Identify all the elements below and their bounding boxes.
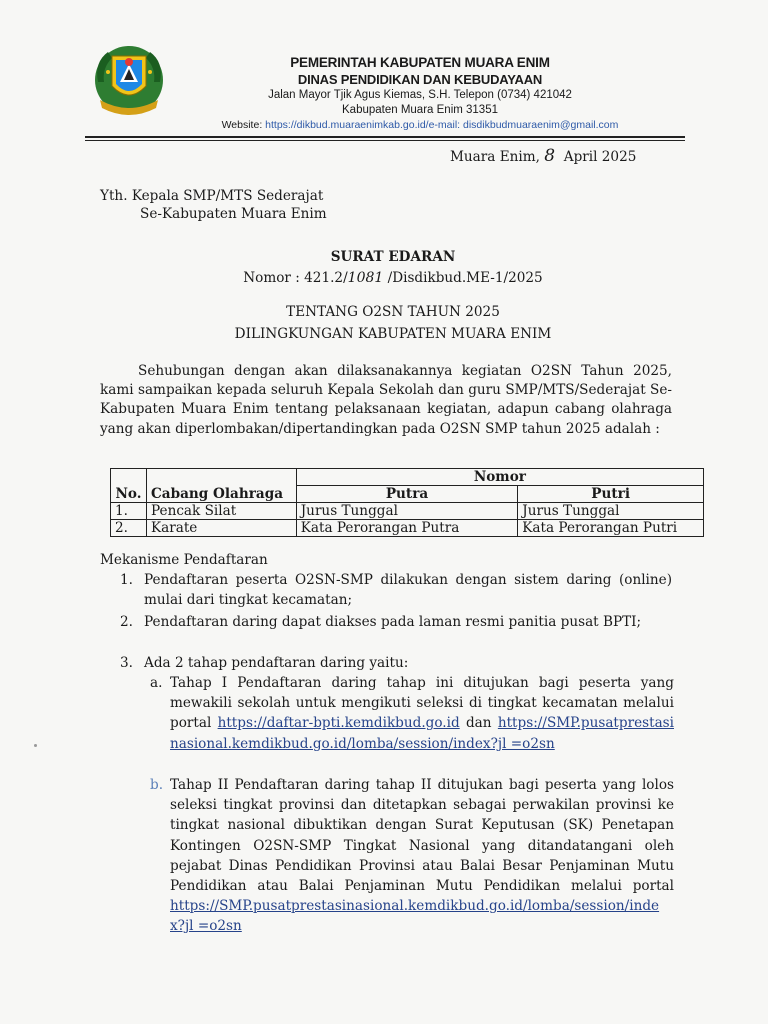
- item-number: 2.: [120, 614, 133, 630]
- subject-line-1: TENTANG O2SN TAHUN 2025: [286, 304, 500, 320]
- item-number: 1.: [120, 572, 133, 588]
- sub-item-text: Tahap II Pendaftaran daring tahap II ditujukan bagi peserta yang lolos seleksi tingkat provinsi dan ditetapkan sebagai perwakilan provinsi ke tingkat nasional dibuktikan dengan Surat Keputusan (SK) Penetapan Kontingen O2SN-SMP Tingkat Nasional yang ditandatangani oleh pejabat Dinas Pendidikan Provinsi atau Balai Besar Penjaminan Mutu Pendidikan atau Balai Penjaminan Mutu Pendidikan melalui portal: [170, 777, 674, 895]
- intro-text: Sehubungan dengan akan dilaksanakannya kegiatan O2SN Tahun 2025, kami sampaikan kepada seluruh Kepala Sekolah dan guru SMP/MTS/Sederajat Se-Kabupaten Muara Enim tentang pelaksanaan kegiatan, adapun cabang olahraga yang akan diperlombakan/dipertandingkan pada O2SN SMP tahun 2025 adalah :: [100, 363, 672, 437]
- subject-line-2: DILINGKUNGAN KABUPATEN MUARA ENIM: [234, 326, 552, 342]
- cell-putri: Jurus Tunggal: [518, 503, 704, 520]
- sub-item-b: [150, 775, 674, 937]
- mekanisme-title: Mekanisme Pendaftaran: [100, 552, 268, 568]
- cell-putra: Kata Perorangan Putra: [296, 520, 518, 537]
- cell-no: 1.: [111, 503, 147, 520]
- letter-date: [450, 146, 636, 166]
- date-place: Muara Enim,: [450, 149, 545, 165]
- item-text: Ada 2 tahap pendaftaran daring yaitu:: [144, 655, 409, 671]
- cell-putra: Jurus Tunggal: [296, 503, 518, 520]
- portal-link-daftar-bpti[interactable]: https://daftar-bpti.kemdikbud.go.id: [217, 715, 460, 732]
- website-label: Website:: [221, 119, 266, 131]
- date-day-handwritten: 8: [544, 146, 556, 166]
- letterhead-agency: DINAS PENDIDIKAN DAN KEBUDAYAAN: [297, 72, 543, 87]
- portal-link-smp-lomba-2[interactable]: https://SMP.pusatprestasinasional.kemdikbud.go.id/lomba/session/index?jl =o2sn: [170, 898, 660, 935]
- header-putra: Putra: [296, 486, 518, 503]
- portal-link-smp-lomba[interactable]: https://SMP.pusatprestasinasional.kemdikbud.go.id/lomba/session/index?jl =o2sn: [170, 715, 674, 752]
- scan-speck: [34, 744, 37, 747]
- header-nomor: Nomor: [296, 469, 703, 486]
- item-text: Pendaftaran peserta O2SN-SMP dilakukan dengan sistem daring (online) mulai dari tingkat kecamatan;: [144, 572, 672, 609]
- cell-putri: Kata Perorangan Putri: [518, 520, 704, 537]
- sub-item-letter: a.: [150, 675, 163, 691]
- header-putri: Putri: [518, 486, 704, 503]
- sub-item-letter: b.: [150, 777, 164, 793]
- sub-item-a: [150, 673, 674, 754]
- letterhead-website: [150, 119, 690, 131]
- sports-table: [110, 468, 704, 537]
- letterhead-rule-thick: [85, 136, 685, 138]
- letterhead-address: Jalan Mayor Tjik Agus Kiemas, S.H. Telepon (0734) 421042: [268, 89, 572, 101]
- sub-item-conj: dan: [459, 715, 498, 732]
- nomor-label: Nomor : 421.2/: [243, 270, 348, 286]
- document-number: [110, 270, 676, 286]
- mekanisme-item-2: [120, 612, 672, 632]
- recipient-line-2: Se-Kabupaten Muara Enim: [140, 206, 327, 222]
- intro-paragraph: [100, 362, 672, 439]
- item-text: Pendaftaran daring dapat diakses pada laman resmi panitia pusat BPTI;: [144, 614, 642, 630]
- letterhead-government: PEMERINTAH KABUPATEN MUARA ENIM: [290, 55, 550, 70]
- cell-no: 2.: [111, 520, 147, 537]
- header-no: No.: [111, 469, 147, 503]
- header-cabang: Cabang Olahraga: [146, 469, 296, 503]
- nomor-handwritten: 1081: [347, 270, 384, 286]
- date-month-year: April 2025: [563, 149, 637, 165]
- muara-enim-emblem-icon: [90, 42, 168, 118]
- mekanisme-item-1: [120, 570, 672, 610]
- document-title: SURAT EDARAN: [330, 249, 456, 265]
- table-row: [111, 520, 704, 537]
- recipient-line-1: Yth. Kepala SMP/MTS Sederajat: [100, 188, 324, 204]
- table-row: [111, 503, 704, 520]
- cell-cabang: Karate: [146, 520, 296, 537]
- website-link[interactable]: https://dikbud.muaraenimkab.go.id/e-mail: disdikbudmuaraenim@gmail.com: [265, 119, 619, 131]
- item-number: 3.: [120, 655, 133, 671]
- letterhead-rule-thin: [85, 140, 685, 141]
- nomor-rest: /Disdikbud.ME-1/2025: [383, 270, 543, 286]
- mekanisme-item-3: [120, 653, 672, 673]
- letterhead-city: Kabupaten Muara Enim 31351: [342, 104, 498, 116]
- sub-item-text: Tahap I Pendaftaran daring tahap ini ditujukan bagi peserta yang mewakili sekolah untuk mengikuti seleksi di tingkat kecamatan melalui portal: [170, 675, 674, 732]
- cell-cabang: Pencak Silat: [146, 503, 296, 520]
